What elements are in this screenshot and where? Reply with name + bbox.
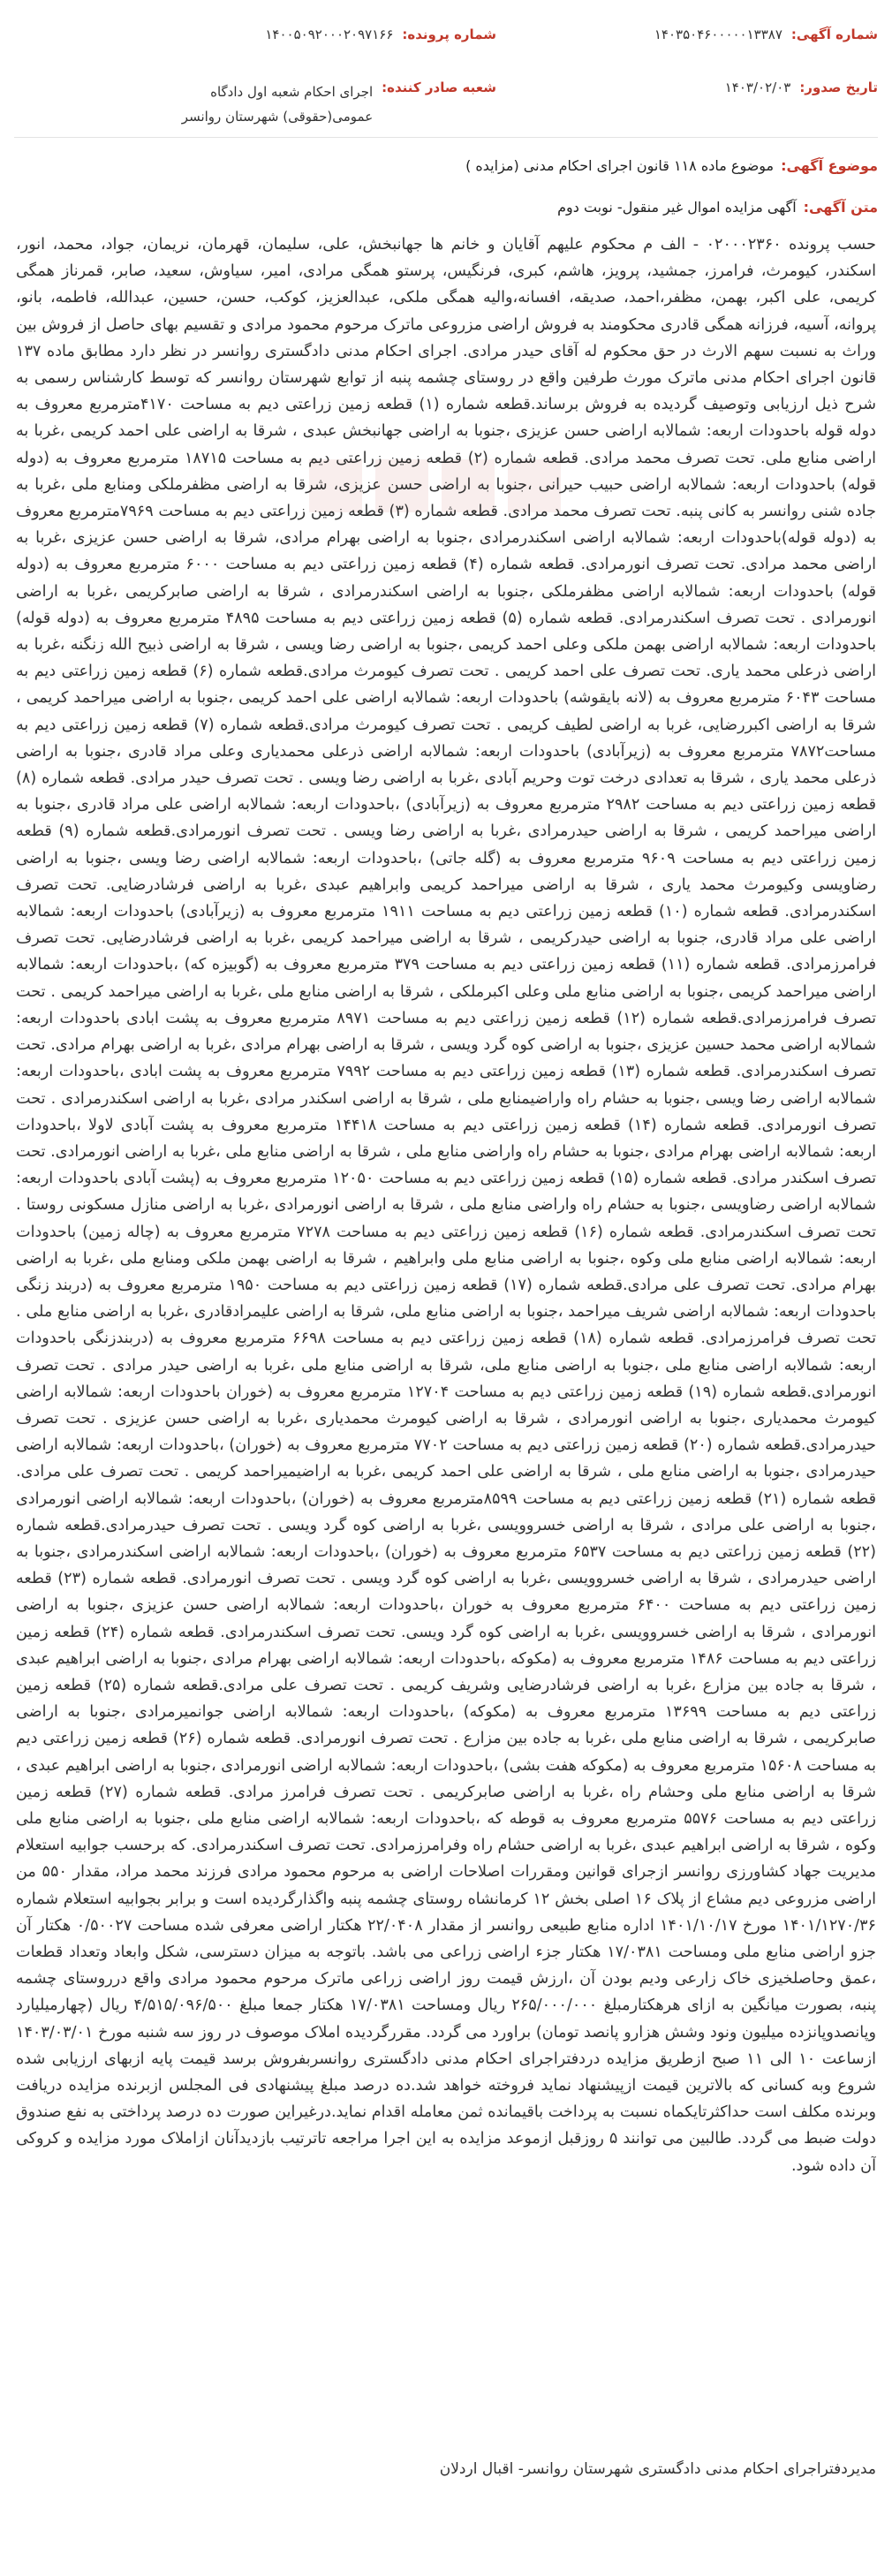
subject-text: موضوع ماده ۱۱۸ قانون اجرای احکام مدنی (مزایده ) — [465, 157, 775, 174]
case-number: ۱۴۰۰۵۰۹۲۰۰۰۲۰۹۷۱۶۶ — [265, 27, 394, 42]
subject-label: موضوع آگهی: — [781, 157, 878, 174]
ad-text-title: آگهی مزایده اموال غیر منقول- نوبت دوم — [557, 199, 797, 216]
signature: مدیردفتراجرای احکام مدنی دادگستری شهرستان روانسر- اقبال اردلان — [439, 2460, 876, 2478]
issue-date-label: تاریخ صدور: — [799, 80, 878, 95]
case-number-label: شماره پرونده: — [402, 27, 496, 42]
subject-row — [465, 157, 878, 174]
ad-number-row — [654, 27, 878, 42]
issue-date-row — [725, 80, 878, 95]
header-divider — [14, 137, 878, 138]
ad-text-row — [557, 199, 878, 216]
ad-text-label: متن آگهی: — [803, 199, 878, 216]
ad-number-label: شماره آگهی: — [790, 27, 878, 42]
auction-body-text: حسب پرونده ۰۲۰۰۰۲۳۶۰ - الف م محکوم علیهم آقایان و خانم ها جهانبخش، علی، سلیمان، قهرمان، نریمان، جواد، محمد، انور، اسکندر، کیومرث، فرامرز، جمشید، پرویز، هاشم، کبری، فرنگیس، پرستو همگی مرادی، امیر، سیاوش، سعید، صابر، قمرناز همگی کریمی، علی اکبر، بهمن، مظفر،احمد، صدیقه، افسانه،والیه همگی ملکی، عبدالعزیز، کوکب، حسن، حسین، عبدالله، فاطمه، بانو، پروانه، آسیه، فرزانه همگی قادری محکومند به فروش اراضی مزروعی ماترک مرحوم محمود مرادی و تقسیم بهای حاصل از فروش بین وراث به نسبت سهم الارث در حق محکوم له آقای حیدر مرادی. اجرای احکام مدنی دادگستری روانسر در نظر دارد مطابق ماده ۱۳۷ قانون اجرای احکام مدنی ماترک مورث طرفین واقع در روستای چشمه پنبه از توابع شهرستان روانسر که توسط کارشناس رسمی به شرح ذیل ارزیابی وتوصیف گردیده به فروش برساند.قطعه شماره (۱) قطعه زمین زراعتی دیم به مساحت ۴۱۷۰مترمربع معروف به دوله قوله باحدودات اربعه: شمالابه اراضی حسن عزیزی ،جنوبا به اراضی جهانبخش عبدی ، شرقا به اراضی علی احمد کریمی ،غربا به اراضی منابع ملی. تحت تصرف محمد مرادی. قطعه شماره (۲) قطعه زمین زراعتی دیم به مساحت ۱۸۷۱۵ مترمربع معروف به (دوله قوله) باحدودات اربعه: شمالابه اراضی حبیب حیرانی ،جنوبا به اراضی حسن عزیزی، شرقا به اراضی مظفرملکی ومنابع ملی ،غربا به جاده شنی روانسر به کانی پنبه. تحت تصرف محمد مرادی. قطعه شماره (۳) قطعه زمین زراعتی دیم به مساحت ۷۹۶۹مترمربع معروف به (دوله قوله)باحدودات اربعه: شمالابه اراضی اسکندرمرادی ،جنوبا به اراضی بهرام مرادی، شرقا به اراضی حسن عزیزی ،غربا به اراضی محمد مرادی. تحت تصرف انورمرادی. قطعه شماره (۴) قطعه زمین زراعتی دیم به مساحت ۶۰۰۰ مترمربع معروف به (دوله قوله) باحدودات اربعه: شمالابه اراضی مظفرملکی ،جنوبا به اراضی اسکندرمرادی ، شرقا به اراضی صابرکریمی ،غربا به اراضی انورمرادی . تحت تصرف اسکندرمرادی. قطعه شماره (۵) قطعه زمین زراعتی دیم به مساحت ۴۸۹۵ مترمربع معروف به (دوله قوله) باحدودات اربعه: شمالابه اراضی بهمن ملکی وعلی احمد کریمی ،جنوبا به اراضی رضا ویسی ، شرقا به اراضی ذبیح الله زنگنه ،غربا به اراضی ذرعلی محمد یاری. تحت تصرف علی احمد کریمی . تحت تصرف کیومرث مرادی.قطعه شماره (۶) قطعه زمین زراعتی دیم به مساحت ۶۰۴۳ مترمربع معروف به (لانه بایقوشه) باحدودات اربعه: شمالابه اراضی علی احمد کریمی ،جنوبا به اراضی میراحمد کریمی ، شرقا به اراضی اکبررضایی، غربا به اراضی لطیف کریمی . تحت تصرف کیومرث مرادی.قطعه شماره (۷) قطعه زمین زراعتی دیم به مساحت۷۸۷۲ مترمربع معروف به (زیرآبادی) باحدودات اربعه: شمالابه اراضی ذرعلی محمدیاری وعلی مراد قادری ،جنوبا به اراضی ذرعلی محمد یاری ، شرقا به تعدادی درخت توت وحریم آبادی ،غربا به اراضی رضا ویسی . تحت تصرف حیدر مرادی. قطعه شماره (۸) قطعه زمین زراعتی دیم به مساحت ۲۹۸۲ مترمربع معروف به (زیرآبادی) ،باحدودات اربعه: شمالابه اراضی علی مراد قادری ،جنوبا به اراضی میراحمد کریمی ، شرقا به اراضی حیدرمرادی ،غربا به اراضی رضا ویسی . تحت تصرف انورمرادی.قطعه شماره (۹) قطعه زمین زراعتی دیم به مساحت ۹۶۰۹ مترمربع معروف به (گله جاتی) ،باحدودات اربعه: شمالابه اراضی رضا ویسی ،جنوبا به اراضی رضاویسی وکیومرث محمد یاری ، شرقا به اراضی میراحمد کریمی وابراهیم عبدی ،غربا به اراضی فرشادرضایی. تحت تصرف اسکندرمرادی. قطعه شماره (۱۰) قطعه زمین زراعتی دیم به مساحت ۱۹۱۱ مترمربع معروف به (زیرآبادی) باحدودات اربعه: شمالابه اراضی علی مراد قادری، جنوبا به اراضی حیدرکریمی ، شرقا به اراضی میراحمد کریمی ،غربا به اراضی فرشادرضایی. تحت تصرف فرامرزمرادی. قطعه شماره (۱۱) قطعه زمین زراعتی دیم به مساحت ۳۷۹ مترمربع معروف به (گوبیزه که) ،باحدودات اربعه: شمالابه اراضی میراحمد کریمی ،جنوبا به اراضی منابع ملی وعلی اکبرملکی ، شرقا به اراضی منابع ملی ،غربا به اراضی میراحمد کریمی . تحت تصرف فرامرزمرادی.قطعه شماره (۱۲) قطعه زمین زراعتی دیم به مساحت ۸۹۷۱ مترمربع معروف به پشت ابادی باحدودات اربعه: شمالابه اراضی محمد حسین عزیزی ،جنوبا به اراضی کوه گرد ویسی ، شرقا به اراضی بهرام مرادی ،غربا به اراضی بهرام مرادی. تحت تصرف اسکندرمرادی. قطعه شماره (۱۳) قطعه زمین زراعتی دیم به مساحت ۷۹۹۲ مترمربع معروف به پشت ابادی ،باحدودات اربعه: شمالابه اراضی رضا ویسی ،جنوبا به حشام راه واراضیمنابع ملی ، شرقا به اراضی اسکندر مرادی ،غربا به اراضی اسکندرمرادی . تحت تصرف انورمرادی. قطعه شماره (۱۴) قطعه زمین زراعتی دیم به مساحت ۱۴۴۱۸ مترمربع معروف به پشت آبادی لاولا ،باحدودات اربعه: شمالابه اراضی بهرام مرادی ،جنوبا به حشام راه واراضی منابع ملی ، شرقا به اراضی منابع ملی ،غربا به اراضی انورمرادی. تحت تصرف اسکندر مرادی. قطعه شماره (۱۵) قطعه زمین زراعتی دیم به مساحت ۱۲۰۵۰ مترمربع معروف به (پشت آبادی باحدودات اربعه: شمالابه اراضی رضاویسی ،جنوبا به حشام راه واراضی منابع ملی ، شرقا به اراضی انورمرادی ،غربا به اراضی منازل مسکونی روستا . تحت تصرف اسکندرمرادی. قطعه شماره (۱۶) قطعه زمین زراعتی دیم به مساحت ۷۲۷۸ مترمربع معروف به (چاله زمین) باحدودات اربعه: شمالابه اراضی منابع ملی وکوه ،جنوبا به اراضی منابع ملی وابراهیم ، شرقا به اراضی بهمن ملکی ومنابع ملی ،غربا به اراضی بهرام مرادی. تحت تصرف علی مرادی.قطعه شماره (۱۷) قطعه زمین زراعتی دیم به مساحت ۱۹۵۰ مترمربع معروف به (دربند زنگی باحدودات اربعه: شمالابه اراضی شریف میراحمد ،جنوبا به اراضی منابع ملی، شرقا به اراضی علیمرادقادری ،غربا به اراضی منابع ملی . تحت تصرف فرامرزمرادی. قطعه شماره (۱۸) قطعه زمین زراعتی دیم به مساحت ۶۶۹۸ مترمربع معروف به (دربندزنگی باحدودات اربعه: شمالابه اراضی منابع ملی ،جنوبا به اراضی منابع ملی، شرقا به اراضی منابع ملی ،غربا به اراضی حیدر مرادی . تحت تصرف انورمرادی.قطعه شماره (۱۹) قطعه زمین زراعتی دیم به مساحت ۱۲۷۰۴ مترمربع معروف به (خوران باحدودات اربعه: شمالابه اراضی کیومرث محمدیاری ،جنوبا به اراضی انورمرادی ، شرقا به اراضی کیومرث محمدیاری ،غربا به اراضی حسن عزیزی . تحت تصرف حیدرمرادی.قطعه شماره (۲۰) قطعه زمین زراعتی دیم به مساحت ۷۷۰۲ مترمربع معروف به (خوران) ،باحدودات اربعه: شمالابه اراضی حیدرمرادی ،جنوبا به اراضی منابع ملی ، شرقا به اراضی علی احمد کریمی ،غربا به اراضیمیراحمد کریمی . تحت تصرف علی مرادی. قطعه شماره (۲۱) قطعه زمین زراعتی دیم به مساحت ۸۵۹۹مترمربع معروف به (خوران) ،باحدودات اربعه: شمالابه اراضی انورمرادی ،جنوبا به اراضی علی مرادی ، شرقا به اراضی خسروویسی ،غربا به اراضی کوه گرد ویسی . تحت تصرف حیدرمرادی.قطعه شماره (۲۲) قطعه زمین زراعتی دیم به مساحت ۶۵۳۷ مترمربع معروف به (خوران) ،باحدودات اربعه: شمالابه اراضی اسکندرمرادی ،جنوبا به اراضی حیدرمرادی ، شرقا به اراضی خسروویسی ،غربا به اراضی کوه گرد ویسی . تحت تصرف انورمرادی. قطعه شماره (۲۳) قطعه زمین زراعتی دیم به مساحت ۶۴۰۰ مترمربع معروف به خوران ،باحدودات اربعه: شمالابه اراضی حسن عزیزی ،جنوبا به اراضی انورمرادی ، شرقا به اراضی خسروویسی ،غربا به اراضی کوه گرد ویسی. تحت تصرف اسکندرمرادی. قطعه شماره (۲۴) قطعه زمین زراعتی دیم به مساحت ۱۴۸۶ مترمربع معروف به (مکوکه ،باحدودات اربعه: شمالابه اراضی بهرام مرادی ،جنوبا به اراضی ابراهیم عبدی ، شرقا به جاده بین مزارع ،غربا به اراضی فرشادرضایی وشریف کریمی . تحت تصرف علی مرادی.قطعه شماره (۲۵) قطعه زمین زراعتی دیم به مساحت ۱۳۶۹۹ مترمربع معروف به (مکوکه) ،باحدودات اربعه: شمالابه اراضی جوانمیرمرادی ،جنوبا به اراضی صابرکریمی ، شرقا به اراضی منابع ملی ،غربا به جاده بین مزارع . تحت تصرف انورمرادی. قطعه شماره (۲۶) قطعه زمین زراعتی دیم به مساحت ۱۵۶۰۸ مترمربع معروف به (مکوکه هفت بشی) ،باحدودات اربعه: شمالابه اراضی انورمرادی ،جنوبا به اراضی ابراهیم عبدی ، شرقا به اراضی منابع ملی وحشام راه ،غربا به اراضی صابرکریمی . تحت تصرف فرامرز مرادی. قطعه شماره (۲۷) قطعه زمین زراعتی دیم به مساحت ۵۵۷۶ مترمربع معروف به قوطه که ،باحدودات اربعه: شمالابه اراضی منابع ملی ،جنوبا به اراضی منابع ملی وکوه ، شرقا به اراضی ابراهیم عبدی ،غربا به اراضی حشام راه وفرامرزمرادی. تحت تصرف اسکندرمرادی. که برحسب جوابیه استعلام مدیریت جهاد کشاورزی روانسر ازجرای قوانین ومقررات اصلاحات اراضی به مرحوم محمود مرادی فرزند محمد مراد، مقدار ۵۵۰ من اراضی مزروعی دیم مشاع از پلاک ۱۶ اصلی بخش ۱۲ کرمانشاه روستای چشمه پنبه واگذارگردیده است و برابر بجوابیه استعلام شماره ۱۴۰۱/۱۲۷۰/۳۶ مورخ ۱۴۰۱/۱۰/۱۷ اداره منابع طبیعی روانسر از مقدار ۲۲/۰۴۰۸ هکتار اراضی معرفی شده مساحت ۰/۵۰۰۲۷ هکتار آن جزو اراضی منابع ملی ومساحت ۱۷/۰۳۸۱ هکتار جزء اراضی زراعی می باشد. باتوجه به میزان دسترسی، شکل وابعاد وتعداد قطعات ،عمق وحاصلخیزی خاک زارعی ودیم بودن آن ،ارزش قیمت روز اراضی زراعی ماترک مرحوم محمود مرادی واقع درروستای چشمه پنبه، بصورت میانگین به ازای هرهکتارمبلغ ۲۶۵/۰۰۰/۰۰۰ ریال ومساحت ۱۷/۰۳۸۱ هکتار جمعا مبلغ ۴/۵۱۵/۰۹۶/۵۰۰ ریال (چهارمیلیارد وپانصدوپانزده میلیون ونود وشش هزارو پانصد تومان) براورد می گردد. مقررگردیده املاک موصوف در روز سه شنبه مورخ ۱۴۰۳/۰۳/۰۱ ازساعت ۱۰ الی ۱۱ صبح ازطریق مزایده دردفتراجرای احکام مدنی دادگستری روانسربفروش برسد قیمت پایه ازبهای ارزیابی شده شروع وبه کسانی که بالاترین قیمت ازپیشنهاد نماید فروخته خواهد شد.ده درصد مبلغ پیشنهادی فی المجلس ازبرنده مزایده دریافت وبرنده مکلف است حداکثرتایکماه نسبت به پرداخت باقیمانده ثمن معامله اقدام نماید.درغیراین صورت ده درصد پرداختی به نفع صندوق دولت ضبط می گردد. طالبین می توانند ۵ روزقبل ازموعد مزایده به این اجرا مراجعه تاترتیب بازدیدآنان ازاملاک مورد مزایده و کروکی آن داده شود. — [16, 236, 876, 2175]
ad-number: ۱۴۰۳۵۰۴۶۰۰۰۰۰۱۳۳۸۷ — [654, 27, 782, 42]
case-number-row — [265, 27, 496, 42]
issuing-branch-row — [152, 80, 496, 129]
issue-date: ۱۴۰۳/۰۲/۰۳ — [724, 80, 791, 95]
ad-metadata — [7, 0, 885, 141]
issuing-branch-label: شعبه صادر کننده: — [382, 80, 496, 95]
issuing-branch: اجرای احکام شعبه اول دادگاه عمومی(حقوقی) شهرستان روانسر — [181, 84, 374, 125]
